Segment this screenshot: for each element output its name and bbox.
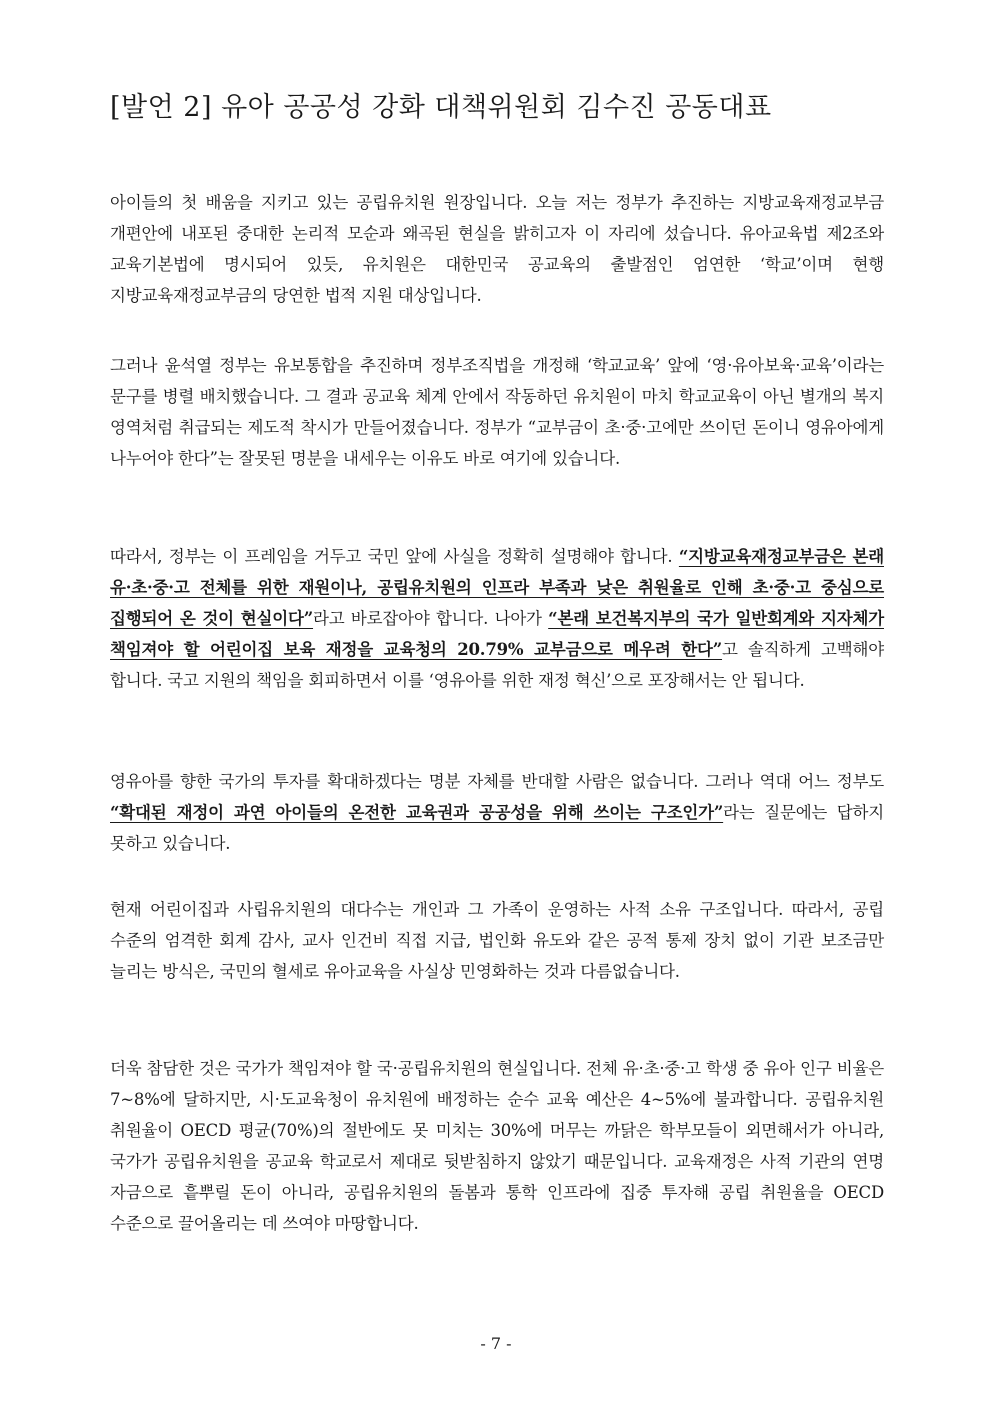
page-number: - 7 - bbox=[480, 1334, 512, 1353]
paragraph-3-emphasis-2: “본래 보건복지부의 국가 일반회계와 지자체가 책임져야 할 어린이집 보육 재정을 교육청의 20.79% 교부금으로 메우려 한다” bbox=[110, 609, 884, 659]
paragraph-4-emphasis-1: “확대된 재정이 과연 아이들의 온전한 교육권과 공공성을 위해 쓰이는 구조인가” bbox=[110, 803, 724, 822]
paragraph-1: 아이들의 첫 배움을 지키고 있는 공립유치원 원장입니다. 오늘 저는 정부가 추진하는 지방교육재정교부금 개편안에 내포된 중대한 논리적 모순과 왜곡된 현실을 밝히고자 이 자리에 섰습니다. 유아교육법 제2조와 교육기본법에 명시되어 있듯, 유치원은 대한민국 공교육의 출발점인 엄연한 ‘학교’이며 현행 지방교육재정교부금의 당연한 법적 지원 대상입니다. bbox=[110, 193, 884, 305]
paragraph-3 bbox=[110, 541, 884, 696]
paragraph-2: 그러나 윤석열 정부는 유보통합을 추진하며 정부조직법을 개정해 ‘학교교육’ 앞에 ‘영·유아보육·교육’이라는 문구를 병렬 배치했습니다. 그 결과 공교육 체계 안에서 작동하던 유치원이 마치 학교교육이 아닌 별개의 복지 영역처럼 취급되는 제도적 착시가 만들어졌습니다. 정부가 “교부금이 초·중·고에만 쓰이던 돈이니 영유아에게 나누어야 한다”는 잘못된 명분을 내세우는 이유도 바로 여기에 있습니다. bbox=[110, 356, 884, 468]
paragraph-3-text-2: 라고 바로잡아야 합니다. 나아가 bbox=[313, 609, 549, 628]
paragraph-5: 현재 어린이집과 사립유치원의 대다수는 개인과 그 가족이 운영하는 사적 소유 구조입니다. 따라서, 공립 수준의 엄격한 회계 감사, 교사 인건비 직접 지급, 법인화 유도와 같은 공적 통제 장치 없이 기관 보조금만 늘리는 방식은, 국민의 혈세로 유아교육을 사실상 민영화하는 것과 다름없습니다. bbox=[110, 900, 884, 981]
paragraph-6: 더욱 참담한 것은 국가가 책임져야 할 국·공립유치원의 현실입니다. 전체 유·초·중·고 학생 중 유아 인구 비율은 7~8%에 달하지만, 시·도교육청이 유치원에 배정하는 순수 교육 예산은 4~5%에 불과합니다. 공립유치원 취원율이 OECD 평균(70%)의 절반에도 못 미치는 30%에 머무는 까닭은 학부모들이 외면해서가 아니라, 국가가 공립유치원을 공교육 학교로서 제대로 뒷받침하지 않았기 때문입니다. 교육재정은 사적 기관의 연명 자금으로 흩뿌릴 돈이 아니라, 공립유치원의 돌봄과 통학 인프라에 집중 투자해 공립 취원율을 OECD 수준으로 끌어올리는 데 쓰여야 마땅합니다. bbox=[110, 1059, 884, 1233]
paragraph-4 bbox=[110, 766, 884, 859]
page-title: [발언 2] 유아 공공성 강화 대책위원회 김수진 공동대표 bbox=[110, 92, 772, 123]
paragraph-3-emphasis-1: “지방교육재정교부금은 본래 유·초·중·고 전체를 위한 재원이나, 공립유치원의 인프라 부족과 낮은 취원율로 인해 초·중·고 중심으로 집행되어 온 것이 현실이다” bbox=[110, 547, 884, 628]
paragraph-3-text-1: 따라서, 정부는 이 프레임을 거두고 국민 앞에 사실을 정확히 설명해야 합니다. bbox=[110, 547, 679, 566]
paragraph-4-text-2: 라는 질문에는 답하지 못하고 있습니다. bbox=[110, 803, 884, 853]
paragraph-4-text-1: 영유아를 향한 국가의 투자를 확대하겠다는 명분 자체를 반대할 사람은 없습니다. 그러나 역대 어느 정부도 bbox=[110, 772, 884, 791]
paragraph-3-text-3: 고 솔직하게 고백해야 합니다. 국고 지원의 책임을 회피하면서 이를 ‘영유아를 위한 재정 혁신’으로 포장해서는 안 됩니다. bbox=[110, 640, 884, 690]
